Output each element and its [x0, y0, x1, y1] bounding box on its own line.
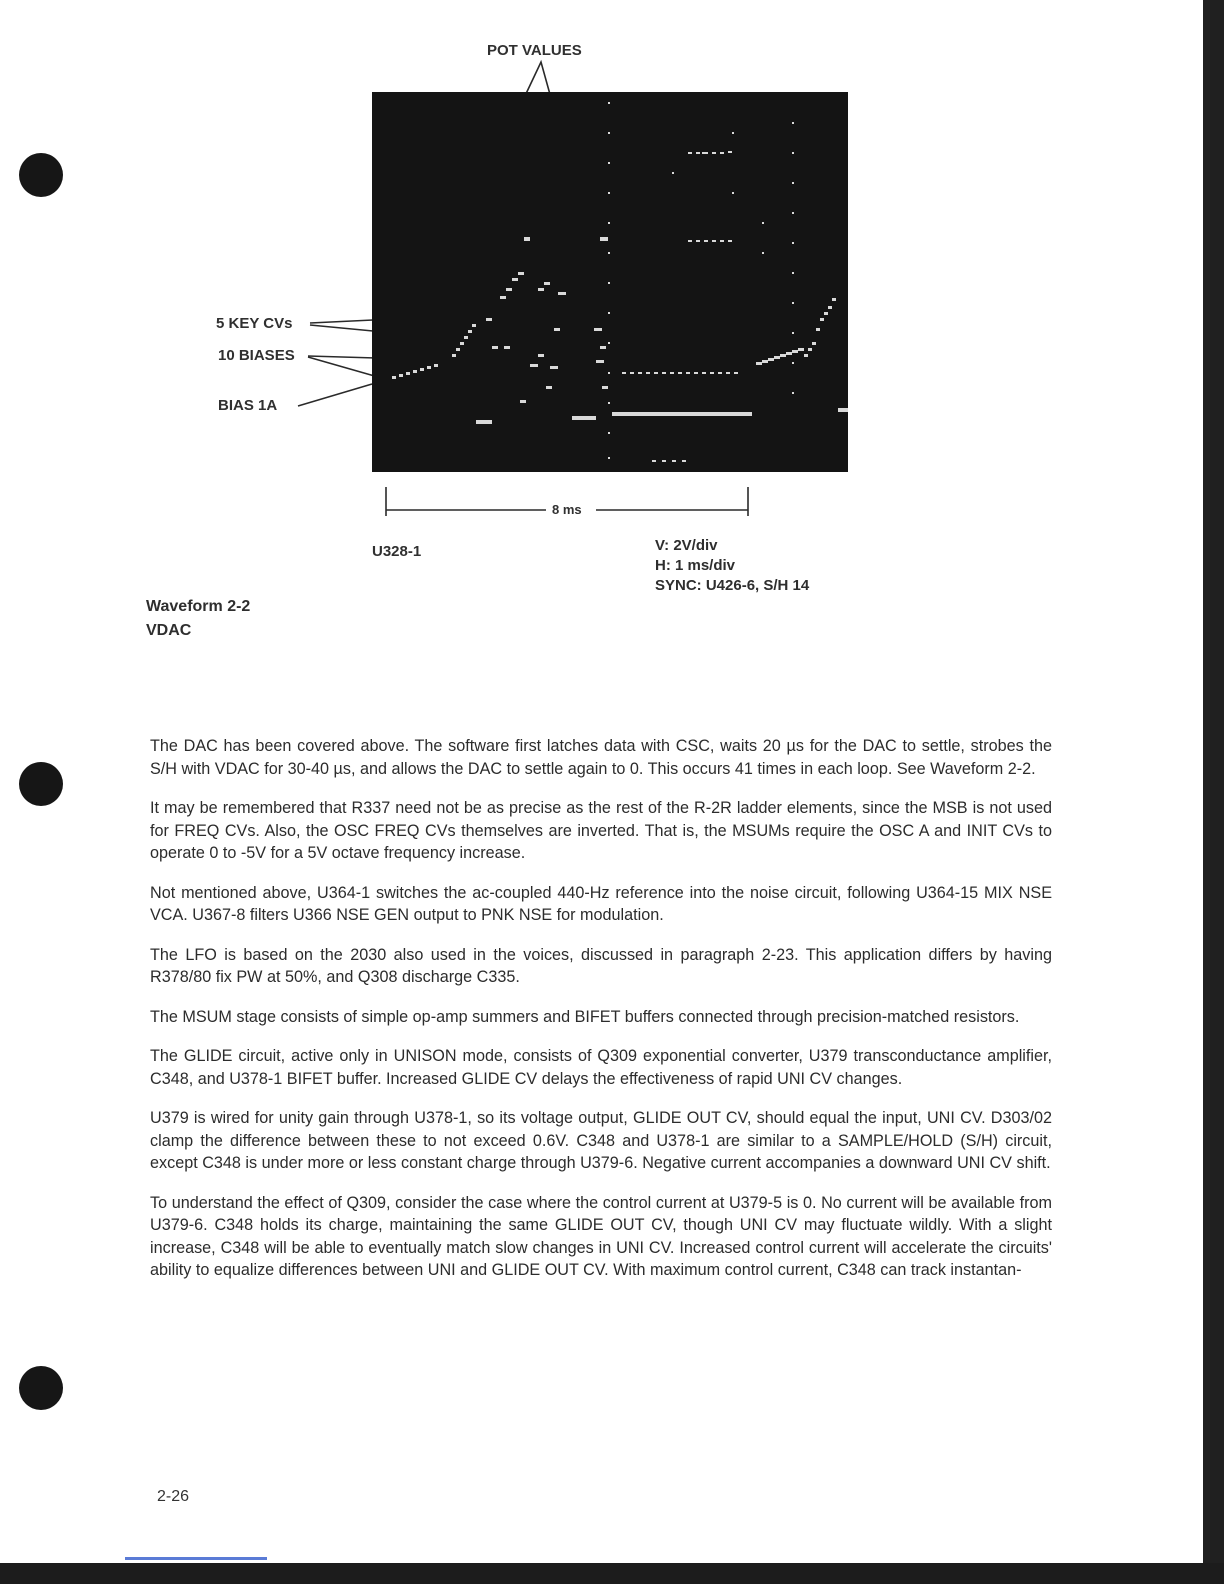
paragraph: The DAC has been covered above. The software first latches data with CSC, waits 20 µs for the DAC to settle, strobes the S/H with VDAC for 30-40 µs, and allows the DAC to settle again to 0. This occurs 41 times in each loop. See Waveform 2-2. — [150, 737, 1052, 778]
horizontal-scale: H: 1 ms/div — [655, 557, 736, 574]
binder-hole-bottom — [19, 1366, 63, 1410]
paragraph: U379 is wired for unity gain through U378-1, so its voltage output, GLIDE OUT CV, should equal the input, UNI CV. D303/02 clamp the difference between these to not exceed 0.6V. C348 and U378-1 are similar to a SAMPLE/HOLD (S/H) circuit, except C348 is under more or less constant charge through U379-6. Negative current accompanies a downward UNI CV shift. — [150, 1109, 1052, 1172]
vertical-scale: V: 2V/div — [655, 537, 718, 554]
time-span-label: 8 ms — [552, 502, 582, 517]
caption-title: VDAC — [146, 622, 192, 639]
paragraph: To understand the effect of Q309, consider the case where the control current at U379-5 is 0. No current will be available from U379-6. C348 holds its charge, maintaining the same GLIDE OUT CV, though UNI CV may fluctuate wildly. With a slight increase, C348 will be able to eventually match slow changes in UNI CV. Increased control current will accelerate the circuits' ability to equalize differences between UNI and GLIDE OUT CV. With maximum control current, C348 can track instantan- — [150, 1193, 1052, 1279]
page-bottom-edge — [0, 1563, 1224, 1584]
key-cvs-label: 5 KEY CVs — [216, 315, 293, 332]
binder-hole-middle — [19, 762, 63, 806]
biases-label: 10 BIASES — [218, 347, 295, 364]
oscilloscope-trace — [372, 92, 848, 472]
paragraph: The MSUM stage consists of simple op-amp summers and BIFET buffers connected through precision-matched resistors. — [150, 1007, 1020, 1026]
bias1a-label: BIAS 1A — [218, 397, 278, 414]
paragraph: The LFO is based on the 2030 also used in the voices, discussed in paragraph 2-23. This application differs by having R378/80 fix PW at 50%, and Q308 discharge C335. — [150, 945, 1052, 986]
paragraph: The GLIDE circuit, active only in UNISON mode, consists of Q309 exponential converter, U379 transconductance amplifier, C348, and U378-1 BIFET buffer. Increased GLIDE CV delays the effectiveness of rapid UNI CV changes. — [150, 1047, 1052, 1088]
page-number: 2-26 — [157, 1488, 190, 1505]
body-text — [150, 735, 1052, 1299]
pot-values-label: POT VALUES — [487, 42, 582, 59]
paragraph: It may be remembered that R337 need not be as precise as the rest of the R-2R ladder elements, since the MSB is not used for FREQ CVs. Also, the OSC FREQ CVs themselves are inverted. That is, the MSUMs require the OSC A and INIT CVs to operate 0 to -5V for a 5V octave frequency increase. — [150, 799, 1052, 862]
sync-setting: SYNC: U426-6, S/H 14 — [655, 577, 810, 594]
figure-caption — [146, 595, 250, 643]
scan-artifact-line — [125, 1557, 267, 1560]
waveform-plot — [372, 92, 848, 472]
probe-point-label: U328-1 — [372, 543, 422, 560]
caption-number: Waveform 2-2 — [146, 598, 251, 615]
paragraph: Not mentioned above, U364-1 switches the ac-coupled 440-Hz reference into the noise circuit, following U364-15 MIX NSE VCA. U367-8 filters U366 NSE GEN output to PNK NSE for modulation. — [150, 883, 1052, 924]
scope-settings — [655, 536, 809, 596]
